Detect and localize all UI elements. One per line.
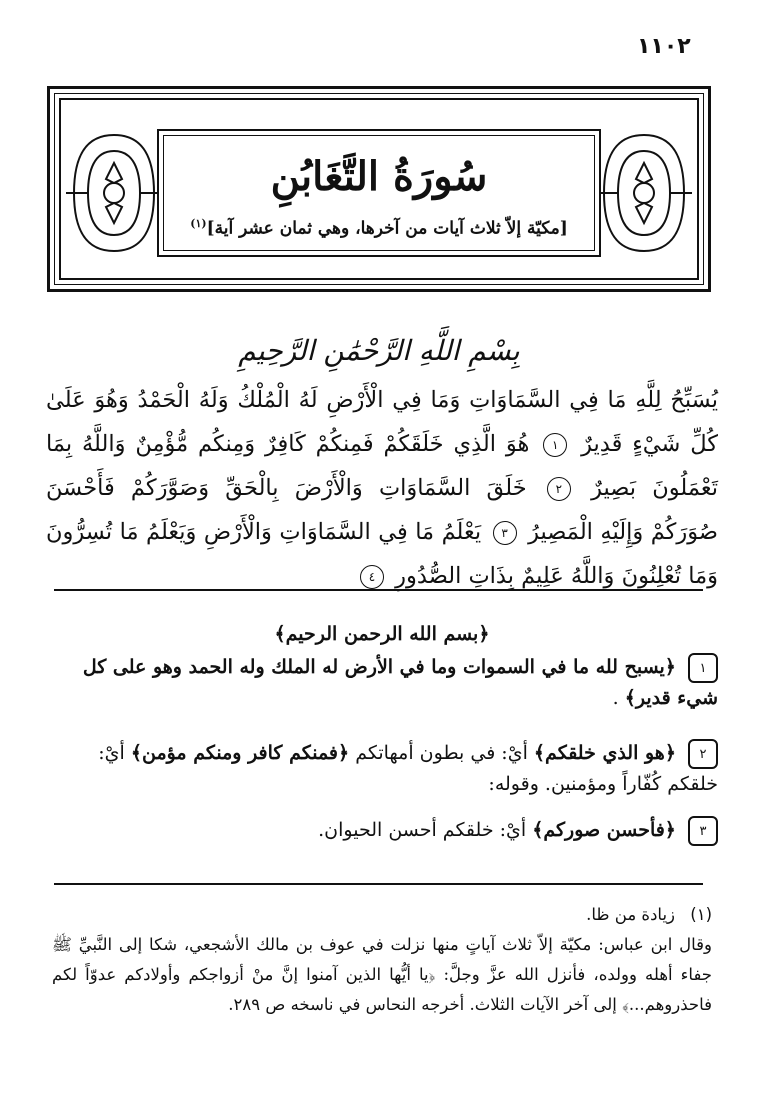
quran-text [46,378,718,598]
left-arabesque-ornament-icon [64,129,164,257]
tafsir-text: أيْ: في بطون أمهاتكم [355,742,528,764]
footnote-divider-rule [54,883,703,885]
tafsir-text: . [612,687,619,709]
footnote-ref: (١) [190,217,207,230]
footnote [52,900,712,1020]
ayah-text: خَلَقَ السَّمَاوَاتِ وَالْأَرْضَ بِالْحَقِّ وَصَوَّرَكُمْ فَأَحْسَنَ صُوَرَكُمْ وَإِلَيْهِ الْمَصِيرُ [46,475,718,545]
verse-quote: ﴿هو الذي خلقكم﴾ [533,742,676,764]
ayah-number-mark: ٢ [547,477,571,501]
footnote-body: وقال ابن عباس: مكيّة إلاّ ثلاث آياتٍ منها نزلت في عوف بن مالك الأشجعي، شكا إلى النَّبيِّ ﷺ جفاء أهله وولده، فأنزل الله عزَّ وجلَّ: ﴿يا أيُّها الذين آمنوا إنَّ منْ أزواجكم وأولادكم عدوّاً لكم فاحذروهم...﴾ إلى آخر الآيات الثلاث. أخرجه النحاس في ناسخه ص ٢٨٩. [52,935,712,1014]
tafsir-basmala: ﴿بسم الله الرحمن الرحيم﴾ [274,623,490,645]
verse-number-badge: ٣ [688,816,718,846]
verse-quote: ﴿يسبح لله ما في السموات وما في الأرض له الملك وله الحمد وهو على كل شيء قدير﴾ [82,656,718,709]
ayah-text: هُوَ الَّذِي خَلَقَكُمْ فَمِنكُمْ كَافِرٌ وَمِنكُم مُّؤْمِنٌ وَاللَّهُ بِمَا تَعْمَلُونَ بَصِيرٌ [46,431,719,501]
verse-quote: ﴿فمنكم كافر ومنكم مؤمن﴾ [130,742,350,764]
surah-info-text: [مكيّة إلاّ ثلاث آيات من آخرها، وهي ثمان عشر آية] [206,218,568,239]
divider-rule [54,589,703,591]
tafsir-entry [46,738,718,800]
right-arabesque-ornament-icon [594,129,694,257]
verse-quote: ﴿فأحسن صوركم﴾ [532,819,676,841]
ayah-text: يَعْلَمُ مَا فِي السَّمَاوَاتِ وَالْأَرْضِ وَيَعْلَمُ مَا تُسِرُّونَ وَمَا تُعْلِنُونَ وَاللَّهُ عَلِيمٌ بِذَاتِ الصُّدُورِ [46,519,718,589]
tafsir-text: أيْ: خلقكم أحسن الحيوان. [318,819,527,841]
basmala-calligraphy: بِسْمِ اللَّهِ الرَّحْمَٰنِ الرَّحِيمِ [238,334,520,367]
footnote-marker: (١) [690,905,712,924]
ayah-number-mark: ٣ [493,521,517,545]
footnote-line: زيادة من ظا. [586,905,675,924]
ayah-text: يُسَبِّحُ لِلَّهِ مَا فِي السَّمَاوَاتِ وَمَا فِي الْأَرْضِ لَهُ الْمُلْكُ وَلَهُ الْحَمْدُ وَهُوَ عَلَىٰ كُلِّ شَيْءٍ قَدِيرٌ [46,387,719,457]
surah-title: سُورَةُ التَّغَابُنِ [270,153,488,200]
tafsir-entry [46,652,718,714]
surah-title-box [157,129,601,257]
tafsir-text: أيْ: خلقكم كُفّاراً ومؤمنين. وقوله: [98,742,718,795]
ayah-number-mark: ١ [543,433,567,457]
verse-number-badge: ١ [688,653,718,683]
ayah-number-mark: ٤ [360,565,384,589]
surah-header-frame [47,86,711,292]
verse-number-badge: ٢ [688,739,718,769]
page-number: ١١٠٢ [637,34,691,59]
tafsir-entry [46,815,718,846]
surah-info [159,217,599,239]
